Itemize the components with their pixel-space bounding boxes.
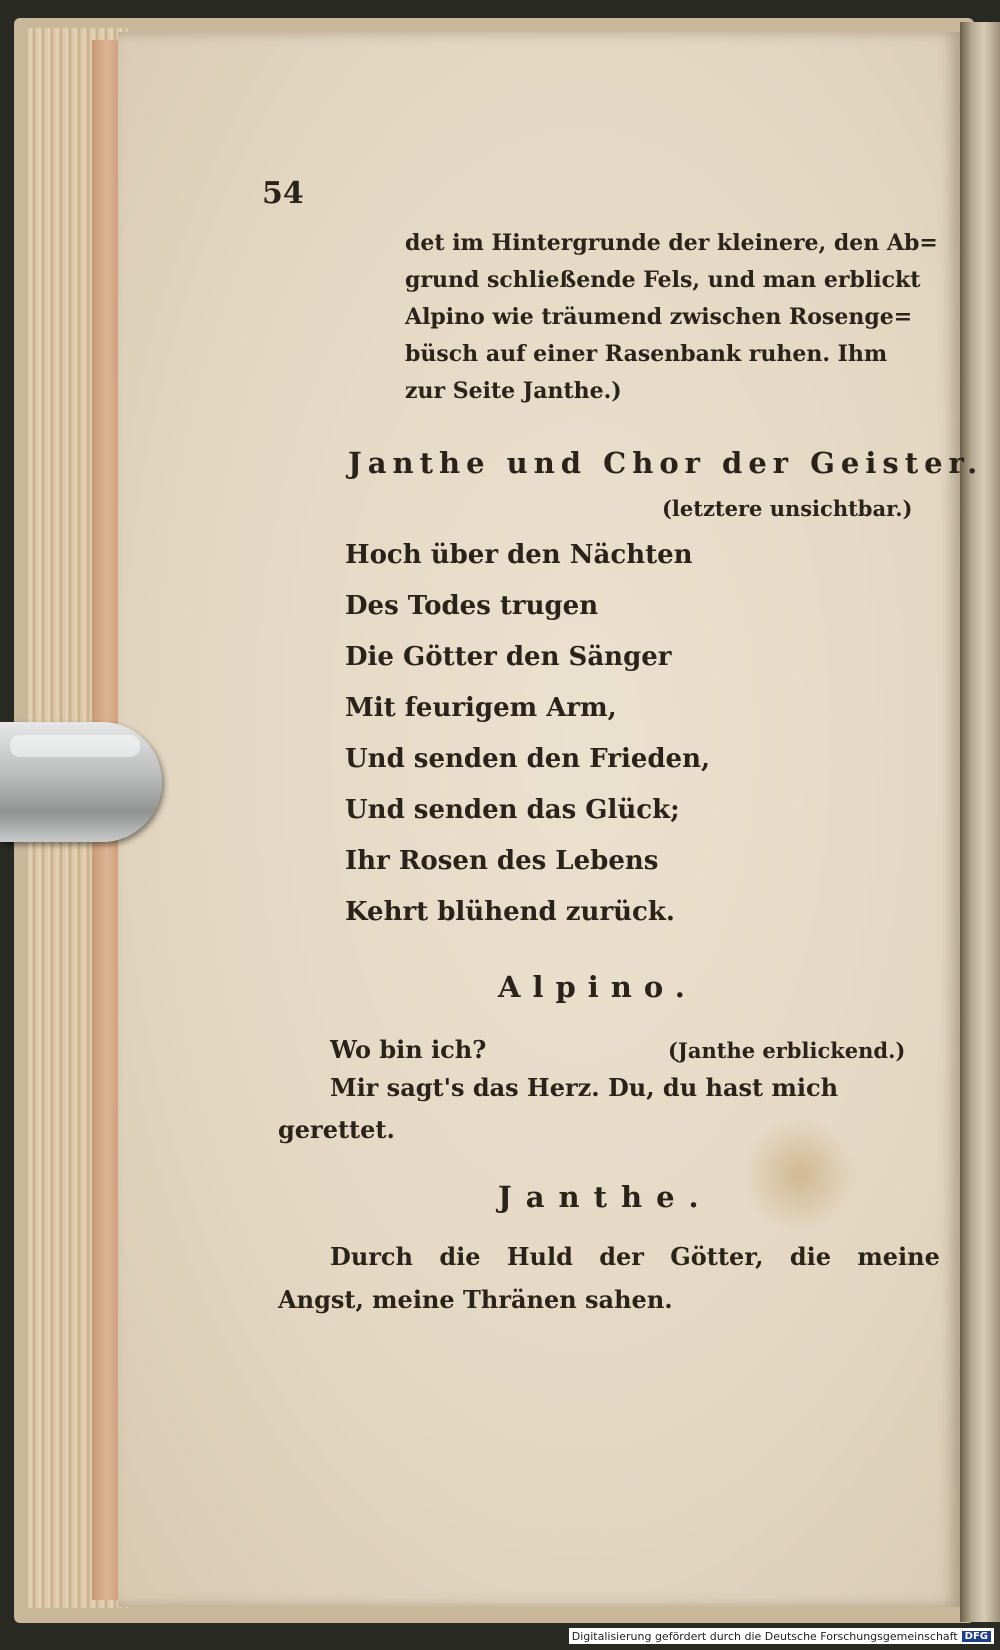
page-number: 54: [262, 176, 304, 211]
alpino-line: Mir sagt's das Herz. Du, du hast mich: [330, 1073, 839, 1102]
stage-direction-line: büsch auf einer Rasenbank ruhen. Ihm: [405, 341, 888, 367]
credit-text: Digitalisierung gefördert durch die Deutsche Forschungsgemeinschaft: [571, 1629, 958, 1643]
janthe-line: Durch die Huld der Götter, die meine: [330, 1242, 940, 1271]
right-page-edge: [960, 22, 1000, 1622]
verse-line: Hoch über den Nächten: [345, 540, 693, 570]
verse-line: Ihr Rosen des Lebens: [345, 846, 659, 876]
alpino-line: Wo bin ich?: [330, 1035, 487, 1064]
dfg-logo: DFG: [962, 1631, 991, 1642]
verse-line: Und senden den Frieden,: [345, 744, 711, 774]
speaker-alpino: Alpino.: [498, 970, 697, 1004]
digitization-credit: [569, 1628, 994, 1644]
stage-direction-line: det im Hintergrunde der kleinere, den Ab=: [405, 230, 938, 256]
alpino-stage-direction: (Janthe erblickend.): [668, 1038, 906, 1063]
paper-stain: [740, 1120, 860, 1230]
verse-line: Und senden das Glück;: [345, 795, 680, 825]
chorus-note: (letztere unsichtbar.): [662, 496, 913, 521]
verse-line: Mit feurigem Arm,: [345, 693, 617, 723]
stage-direction-line: Alpino wie träumend zwischen Rosenge=: [405, 304, 913, 330]
heading-chorus: Janthe und Chor der Geister.: [348, 446, 984, 480]
verse-line: Des Todes trugen: [345, 591, 599, 621]
stage-direction-line: zur Seite Janthe.): [405, 378, 622, 404]
alpino-line: gerettet.: [278, 1115, 395, 1144]
janthe-line: Angst, meine Thränen sahen.: [278, 1285, 673, 1314]
stage-direction-line: grund schließende Fels, und man erblickt: [405, 267, 921, 293]
verse-line: Kehrt blühend zurück.: [345, 897, 675, 927]
speaker-janthe: Janthe.: [498, 1180, 713, 1214]
verse-line: Die Götter den Sänger: [345, 642, 672, 672]
clip-highlight: [10, 735, 140, 757]
